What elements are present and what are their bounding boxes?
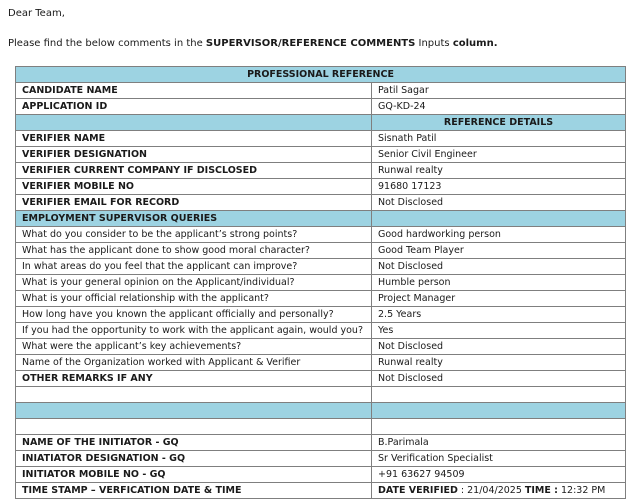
query-answer: Good Team Player	[372, 243, 626, 259]
professional-reference-header: PROFESSIONAL REFERENCE	[16, 67, 626, 83]
verifier-value: Runwal realty	[372, 163, 626, 179]
verifier-label: VERIFIER NAME	[16, 131, 372, 147]
spacer-row	[16, 387, 626, 403]
time-value: 12:32 PM	[557, 485, 606, 496]
table-row	[16, 307, 626, 323]
query-question: What is your official relationship with the applicant?	[16, 291, 372, 307]
queries-header-blank	[372, 211, 626, 227]
application-id-label: APPLICATION ID	[16, 99, 372, 115]
table-header-row	[16, 67, 626, 83]
query-question: Name of the Organization worked with Applicant & Verifier	[16, 355, 372, 371]
table-row	[16, 467, 626, 483]
intro-bold2: column.	[452, 38, 498, 49]
query-answer: Yes	[372, 323, 626, 339]
query-answer: Humble person	[372, 275, 626, 291]
intro-bold1: SUPERVISOR/REFERENCE COMMENTS	[205, 38, 416, 49]
reference-details-blank	[16, 115, 372, 131]
query-answer: Runwal realty	[372, 355, 626, 371]
initiator-header-blank	[372, 403, 626, 419]
other-remarks-label: OTHER REMARKS IF ANY	[16, 371, 372, 387]
queries-header-row	[16, 211, 626, 227]
application-id-value: GQ-KD-24	[372, 99, 626, 115]
intro-text	[8, 38, 498, 49]
reference-details-header: REFERENCE DETAILS	[372, 115, 626, 131]
table-row	[16, 195, 626, 211]
table-row	[16, 99, 626, 115]
table-row	[16, 259, 626, 275]
table-row	[16, 131, 626, 147]
query-answer: Not Disclosed	[372, 339, 626, 355]
query-question: How long have you known the applicant officially and personally?	[16, 307, 372, 323]
initiator-header-blank	[16, 403, 372, 419]
initiator-label: INIATIATOR DESIGNATION - GQ	[16, 451, 372, 467]
initiator-value: Sr Verification Specialist	[372, 451, 626, 467]
query-answer: Good hardworking person	[372, 227, 626, 243]
other-remarks-value: Not Disclosed	[372, 371, 626, 387]
intro-part1: Please find the below comments in the	[8, 38, 206, 49]
initiator-value: B.Parimala	[372, 435, 626, 451]
candidate-name-value: Patil Sagar	[372, 83, 626, 99]
queries-header: EMPLOYMENT SUPERVISOR QUERIES	[16, 211, 372, 227]
spacer-cell	[372, 419, 626, 435]
table-row	[16, 323, 626, 339]
initiator-value: +91 63627 94509	[372, 467, 626, 483]
verifier-label: VERIFIER CURRENT COMPANY IF DISCLOSED	[16, 163, 372, 179]
table-row	[16, 451, 626, 467]
table-row	[16, 355, 626, 371]
query-question: In what areas do you feel that the applicant can improve?	[16, 259, 372, 275]
initiator-header-row	[16, 403, 626, 419]
table-row	[16, 243, 626, 259]
spacer-cell	[16, 387, 372, 403]
verifier-label: VERIFIER EMAIL FOR RECORD	[16, 195, 372, 211]
reference-details-row	[16, 115, 626, 131]
table-row	[16, 339, 626, 355]
query-question: If you had the opportunity to work with the applicant again, would you?	[16, 323, 372, 339]
table-row	[16, 291, 626, 307]
candidate-name-label: CANDIDATE NAME	[16, 83, 372, 99]
timestamp-label: TIME STAMP – VERFICATION DATE & TIME	[16, 483, 372, 499]
initiator-label: NAME OF THE INITIATOR - GQ	[16, 435, 372, 451]
verifier-value: 91680 17123	[372, 179, 626, 195]
date-verified-value: : 21/04/2025	[457, 485, 525, 496]
intro-part2: Inputs	[415, 38, 453, 49]
verifier-value: Sisnath Patil	[372, 131, 626, 147]
query-question: What do you consider to be the applicant’s strong points?	[16, 227, 372, 243]
table-row	[16, 483, 626, 499]
date-verified-label: DATE VERIFIED	[378, 485, 458, 496]
greeting: Dear Team,	[8, 8, 65, 19]
initiator-label: INITIATOR MOBILE NO - GQ	[16, 467, 372, 483]
table-row	[16, 435, 626, 451]
table-row	[16, 179, 626, 195]
spacer-cell	[372, 387, 626, 403]
time-label: TIME :	[524, 485, 558, 496]
query-question: What has the applicant done to show good moral character?	[16, 243, 372, 259]
spacer-cell	[16, 419, 372, 435]
table-row	[16, 371, 626, 387]
table-row	[16, 275, 626, 291]
query-answer: 2.5 Years	[372, 307, 626, 323]
query-question: What is your general opinion on the Applicant/individual?	[16, 275, 372, 291]
verifier-label: VERIFIER DESIGNATION	[16, 147, 372, 163]
spacer-row	[16, 419, 626, 435]
verifier-value: Not Disclosed	[372, 195, 626, 211]
table-row	[16, 147, 626, 163]
timestamp-value	[372, 483, 626, 499]
verifier-label: VERIFIER MOBILE NO	[16, 179, 372, 195]
reference-table	[15, 66, 626, 499]
table-row	[16, 163, 626, 179]
table-row	[16, 227, 626, 243]
query-answer: Not Disclosed	[372, 259, 626, 275]
query-question: What were the applicant’s key achievements?	[16, 339, 372, 355]
query-answer: Project Manager	[372, 291, 626, 307]
table-row	[16, 83, 626, 99]
verifier-value: Senior Civil Engineer	[372, 147, 626, 163]
